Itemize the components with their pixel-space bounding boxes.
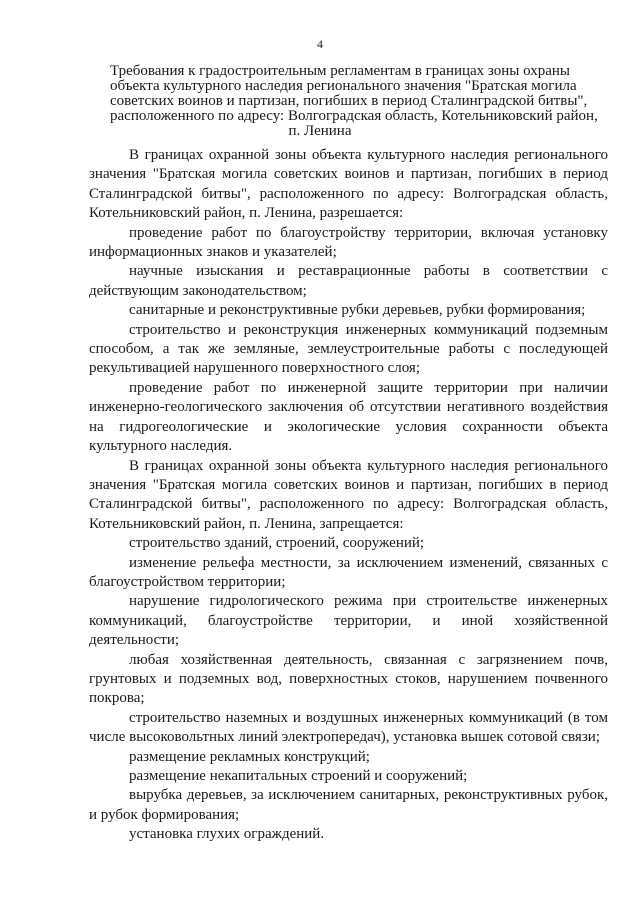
prohibited-item-pollution: любая хозяйственная деятельность, связанная с загрязнением почв, грунтовых и подземных вод, поверхностных стоков, нарушением почвенного покрова;: [89, 651, 608, 707]
title-line-1: Требования к градостроительным регламентам в границах зоны охраны: [110, 63, 571, 79]
permitted-item-engineering-protection: проведение работ по инженерной защите территории при наличии инженерно-геологического заключения об отсутствии негативного воздействия на гидрогеологические и экологические условия сохранности объекта культурного наследия.: [89, 379, 608, 455]
prohibited-item-overhead-utilities: строительство наземных и воздушных инженерных коммуникаций (в том числе высоковольтных линий электропередач), установка вышек сотовой связи;: [89, 709, 608, 746]
permitted-item-research: научные изыскания и реставрационные работы в соответствии с действующим законодательством;: [89, 263, 608, 299]
permitted-item-felling: санитарные и реконструктивные рубки деревьев, рубки формирования;: [129, 302, 586, 319]
prohibited-item-advertising: размещение рекламных конструкций;: [129, 748, 370, 765]
prohibited-item-relief-change: изменение рельефа местности, за исключением изменений, связанных с благоустройством территории;: [89, 554, 608, 590]
title-line-2: объекта культурного наследия регионального значения "Братская могила: [110, 78, 577, 94]
prohibited-item-hydrology: нарушение гидрологического режима при строительстве инженерных коммуникаций, благоустройстве территории, и иной хозяйственной деятельности;: [89, 593, 608, 649]
prohibited-item-solid-fences: установка глухих ограждений.: [129, 826, 325, 843]
prohibited-item-tree-cutting: вырубка деревьев, за исключением санитарных, реконструктивных рубок, и рубок формирования;: [89, 787, 608, 823]
page-number: 4: [317, 37, 323, 51]
permitted-item-underground-utilities: строительство и реконструкция инженерных коммуникаций подземным способом, а так же земляные, землеустроительные работы с последующей рекультивацией нарушенного поверхностного слоя;: [89, 321, 608, 377]
prohibited-intro-paragraph: В границах охранной зоны объекта культурного наследия регионального значения "Братская могила советских воинов и партизан, погибших в период Сталинградской битвы", расположенного по адресу: Волгоградская область, Котельниковский район, п. Ленина, запрещается:: [89, 457, 608, 532]
document-body: [89, 146, 608, 845]
permitted-intro-paragraph: В границах охранной зоны объекта культурного наследия регионального значения "Братская могила советских воинов и партизан, погибших в период Сталинградской битвы", расположенного по адресу: Волгоградская область, Котельниковский район, п. Ленина, разрешается:: [89, 147, 608, 222]
document-title: [110, 63, 598, 139]
title-line-3: советских воинов и партизан, погибших в период Сталинградской битвы",: [110, 93, 588, 109]
prohibited-item-construction: строительство зданий, строений, сооружений;: [129, 535, 425, 552]
permitted-item-landscaping: проведение работ по благоустройству территории, включая установку информационных знаков и указателей;: [89, 224, 608, 261]
title-line-5: п. Ленина: [288, 123, 352, 139]
title-line-4: расположенного по адресу: Волгоградская область, Котельниковский район,: [110, 108, 598, 124]
prohibited-item-temporary-structures: размещение некапитальных строений и сооружений;: [129, 768, 468, 784]
